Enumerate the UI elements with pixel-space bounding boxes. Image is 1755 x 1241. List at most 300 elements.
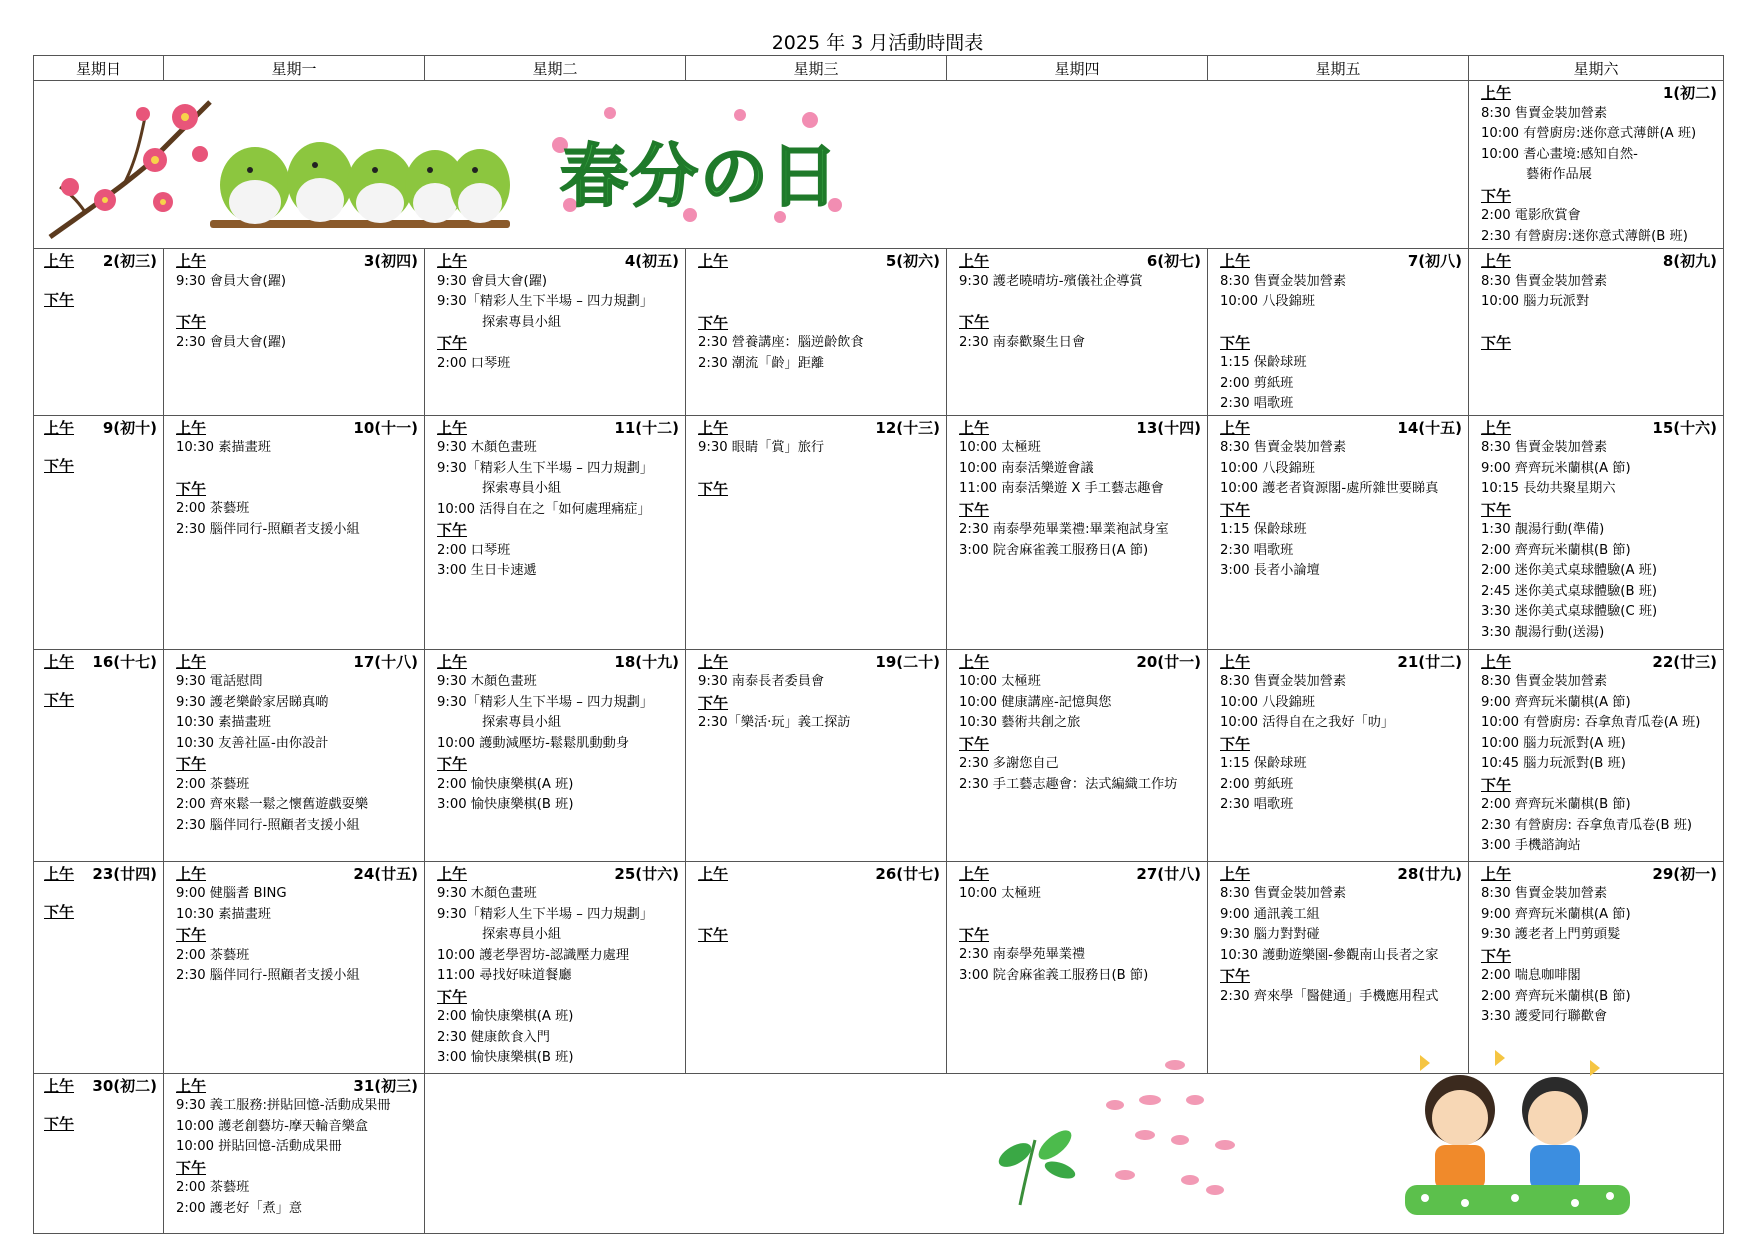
am-label: 上午	[44, 652, 75, 671]
event-item: 10:00 八段錦班	[1220, 294, 1315, 309]
event-item: 3:00 愉快康樂棋(B 班)	[437, 1050, 574, 1065]
event-item: 10:45 腦力玩派對(B 班)	[1481, 756, 1626, 771]
day-header	[176, 251, 418, 272]
event-item: 2:30 營養講座：腦逆齡飲食	[698, 335, 864, 350]
event-item: 10:00 健康講座-記憶與您	[959, 694, 1112, 710]
pm-label: 下午	[437, 334, 468, 352]
pm-label: 下午	[1220, 967, 1251, 985]
event-item: 10:30 藝術共創之旅	[959, 715, 1081, 730]
event-item: 2:00 茶藝班	[176, 947, 250, 963]
event-item: 2:30 齊來學「醫健通」手機應用程式	[1220, 988, 1439, 1004]
am-label: 上午	[698, 252, 729, 270]
day-content	[164, 862, 424, 987]
pm-label: 下午	[1481, 333, 1512, 352]
day-cell-wed	[686, 249, 947, 416]
event-item: 10:00 南泰活樂遊會議	[959, 460, 1094, 476]
pm-label: 下午	[1220, 333, 1251, 352]
pm-label: 下午	[698, 693, 729, 712]
day-header	[44, 251, 157, 272]
day-header	[437, 418, 679, 439]
event-item: 2:00 喘息咖啡閣	[1481, 968, 1581, 983]
event-item: 9:30「精彩人生下半場 – 四力規劃」	[437, 294, 654, 309]
weekday-header-row	[34, 56, 1724, 81]
event-item: 1:15 保齡球班	[1220, 355, 1307, 370]
pm-label: 下午	[176, 926, 207, 944]
date-label: 5(初六)	[885, 252, 940, 270]
am-label: 上午	[437, 864, 468, 883]
event-item: 2:30 唱歌班	[1220, 396, 1294, 411]
event-item: 9:30 腦力對對碰	[1220, 927, 1320, 942]
day-content	[34, 862, 163, 923]
event-item: 10:00 腦力玩派對(A 班)	[1481, 735, 1626, 751]
event-item: 10:30 護動遊樂園-參觀南山長者之家	[1220, 947, 1439, 963]
am-label: 上午	[1481, 652, 1512, 671]
day-content	[686, 862, 946, 946]
event-item: 10:30 友善社區-由你設計	[176, 735, 329, 751]
day-cell-fri	[1208, 249, 1469, 416]
date-label: 19(二十)	[875, 652, 940, 671]
day-cell-sun	[34, 249, 164, 416]
day-cell-thu	[947, 649, 1208, 861]
date-label: 30(初二)	[92, 1076, 157, 1095]
event-item: 9:30 護老者上門剪頭髮	[1481, 927, 1621, 942]
day-cell-sat	[1469, 649, 1724, 861]
day-content	[1469, 862, 1723, 1028]
day-cell-mon	[164, 649, 425, 861]
pm-label: 下午	[1481, 775, 1512, 794]
event-item: 2:30 手工藝志趣會：法式編織工作坊	[959, 776, 1178, 792]
event-item: 3:00 院舍麻雀義工服務日(A 節)	[959, 542, 1149, 558]
event-item: 9:30 木顏色畫班	[437, 886, 537, 901]
date-label: 25(廿六)	[614, 864, 679, 883]
am-label: 上午	[1481, 418, 1512, 437]
day-cell-fri	[1208, 649, 1469, 861]
event-item: 2:30 腦伴同行-照顧者支援小組	[176, 968, 360, 983]
pm-label: 下午	[698, 313, 729, 332]
day-content	[947, 862, 1207, 987]
day-cell-wed	[686, 415, 947, 649]
event-item: 9:00 通訊義工組	[1220, 906, 1320, 922]
birds-illustration	[210, 130, 515, 240]
day-header	[1220, 418, 1462, 439]
pm-label: 下午	[44, 903, 75, 921]
weekday-header-wed: 星期三	[686, 56, 947, 81]
week-row	[34, 415, 1724, 649]
day-cell-tue	[425, 415, 686, 649]
weekday-header-tue: 星期二	[425, 56, 686, 81]
event-item: 9:30 會員大會(躍)	[437, 273, 548, 289]
event-item: 9:30 護老曉晴坊-殯儀社企導賞	[959, 273, 1143, 289]
date-label: 14(十五)	[1397, 418, 1462, 437]
am-label: 上午	[1220, 652, 1251, 671]
day-content	[1469, 650, 1723, 857]
date-label: 27(廿八)	[1136, 864, 1201, 883]
day-cell-sun	[34, 649, 164, 861]
day-content	[425, 862, 685, 1069]
date-label: 23(廿四)	[92, 864, 157, 883]
am-label: 上午	[437, 252, 468, 270]
event-item: 8:30 售賣金裝加營素	[1481, 273, 1608, 289]
day-content	[425, 416, 685, 582]
day-cell-sun	[34, 861, 164, 1073]
event-item: 1:30 靚湯行動(準備)	[1481, 522, 1605, 537]
event-item: 10:00 活得自在之「如何處理痛症」	[437, 501, 651, 517]
event-item: 2:00 愉快康樂棋(A 班)	[437, 1009, 574, 1024]
am-label: 上午	[437, 418, 468, 437]
event-item: 3:30 迷你美式桌球體驗(C 班)	[1481, 604, 1658, 619]
am-label: 上午	[176, 418, 207, 437]
event-item: 8:30 售賣金裝加營素	[1481, 440, 1608, 455]
event-item: 9:30「精彩人生下半場 – 四力規劃」	[437, 694, 654, 710]
day-content	[1208, 416, 1468, 582]
date-label: 21(廿二)	[1397, 652, 1462, 671]
date-label: 24(廿五)	[353, 864, 418, 883]
am-label: 上午	[959, 864, 990, 883]
pm-label: 下午	[959, 500, 990, 519]
day-content	[1469, 416, 1723, 644]
day-header	[1220, 864, 1462, 885]
day-header	[1481, 864, 1717, 885]
day-header	[1220, 251, 1462, 272]
day-header	[959, 418, 1201, 439]
pm-label: 下午	[437, 755, 468, 773]
banner-text: 春分の日	[560, 138, 841, 217]
pm-label: 下午	[176, 313, 207, 331]
event-item: 9:30「精彩人生下半場 – 四力規劃」	[437, 460, 654, 476]
event-item: 9:30 木顏色畫班	[437, 674, 537, 689]
pm-label: 下午	[1220, 500, 1251, 519]
event-item: 3:00 手機諮詢站	[1481, 838, 1581, 853]
event-item: 2:30 有營廚房: 吞拿魚青瓜卷(B 班)	[1481, 817, 1693, 833]
date-label: 13(十四)	[1136, 418, 1201, 437]
day-cell-tue	[425, 861, 686, 1073]
page-title: 2025 年 3 月活動時間表	[771, 32, 984, 54]
event-item: 9:30 義工服務:拼貼回憶-活動成果冊	[176, 1098, 391, 1113]
event-item: 2:30 會員大會(躍)	[176, 334, 287, 350]
day-cell-wed	[686, 649, 947, 861]
event-item: 2:30 腦伴同行-照顧者支援小組	[176, 817, 360, 833]
am-label: 上午	[1220, 252, 1251, 270]
leaves-and-petals-illustration	[985, 1060, 1275, 1210]
am-label: 上午	[698, 864, 729, 883]
date-label: 28(廿九)	[1397, 864, 1462, 883]
day-content	[686, 249, 946, 374]
pm-label: 下午	[176, 755, 207, 773]
event-item: 9:00 齊齊玩米蘭棋(A 節)	[1481, 694, 1631, 710]
date-label: 7(初八)	[1407, 252, 1462, 270]
day-header	[959, 652, 1201, 673]
am-label: 上午	[1481, 84, 1512, 102]
am-label: 上午	[44, 1076, 75, 1095]
pm-label: 下午	[44, 457, 75, 475]
day-cell-thu	[947, 249, 1208, 416]
plum-blossom-illustration	[45, 82, 220, 242]
event-item: 10:00 八段錦班	[1220, 460, 1315, 476]
pm-label: 下午	[44, 290, 75, 309]
event-item: 1:15 保齡球班	[1220, 522, 1307, 537]
day-content	[1208, 249, 1468, 415]
event-item: 10:15 長幼共聚星期六	[1481, 481, 1616, 496]
event-item: 9:30 護老樂齡家居睇真啲	[176, 694, 329, 710]
day-header	[176, 1076, 418, 1097]
day-cell-sun	[34, 1073, 164, 1233]
event-item: 3:30 護愛同行聯歡會	[1481, 1009, 1608, 1024]
day-header	[437, 652, 679, 673]
day-header	[1481, 83, 1717, 104]
date-label: 11(十二)	[614, 418, 679, 437]
day-header	[698, 418, 940, 439]
date-label: 1(初二)	[1662, 84, 1717, 102]
am-label: 上午	[176, 652, 207, 671]
pm-label: 下午	[1481, 500, 1512, 519]
date-label: 20(廿一)	[1136, 652, 1201, 671]
children-butterflies-illustration	[1405, 1040, 1630, 1215]
day-header	[44, 418, 157, 439]
event-item: 2:00 齊齊玩米蘭棋(B 節)	[1481, 988, 1631, 1004]
pm-label: 下午	[1220, 734, 1251, 753]
am-label: 上午	[959, 652, 990, 671]
day-header	[1481, 418, 1717, 439]
event-item: 9:00 齊齊玩米蘭棋(A 節)	[1481, 906, 1631, 922]
event-item: 2:00 茶藝班	[176, 776, 250, 792]
pm-label: 下午	[959, 734, 990, 753]
event-item: 10:00 護動減壓坊-鬆鬆肌動動身	[437, 735, 630, 751]
event-item: 3:00 生日卡速遞	[437, 563, 537, 578]
day-content	[1208, 862, 1468, 1008]
date-label: 29(初一)	[1652, 864, 1717, 883]
day-header	[44, 864, 157, 885]
date-label: 6(初七)	[1146, 252, 1201, 270]
day-cell-sat	[1469, 249, 1724, 416]
event-item: 2:30「樂活‧玩」義工探訪	[698, 715, 851, 730]
event-item: 11:00 南泰活樂遊 X 手工藝志趣會	[959, 481, 1164, 496]
event-item: 3:00 愉快康樂棋(B 班)	[437, 797, 574, 812]
am-label: 上午	[1220, 864, 1251, 883]
pm-label: 下午	[437, 521, 468, 539]
day-cell-sun	[34, 415, 164, 649]
date-label: 22(廿三)	[1652, 652, 1717, 671]
event-item: 9:30 眼睛「賞」旅行	[698, 440, 825, 455]
day-content	[425, 650, 685, 816]
event-item: 2:30 唱歌班	[1220, 542, 1294, 558]
event-item: 2:30 潮流「齡」距離	[698, 355, 825, 371]
am-label: 上午	[176, 864, 207, 883]
day-header	[698, 864, 940, 885]
event-item: 9:30「精彩人生下半場 – 四力規劃」	[437, 906, 654, 922]
day-header	[698, 251, 940, 272]
event-item: 10:00 護老學習坊-認識壓力處理	[437, 947, 630, 963]
pm-label: 下午	[176, 479, 207, 498]
event-item: 10:00 護老者資源閣-處所雜世要睇真	[1220, 481, 1439, 496]
day-header	[176, 418, 418, 439]
event-item: 2:00 茶藝班	[176, 1180, 250, 1195]
am-label: 上午	[44, 252, 75, 270]
event-item: 8:30 售賣金裝加營素	[1220, 674, 1347, 689]
am-label: 上午	[44, 418, 75, 437]
pm-label: 下午	[1481, 946, 1512, 965]
event-item: 2:45 迷你美式桌球體驗(B 班)	[1481, 583, 1658, 599]
weekday-header-mon: 星期一	[164, 56, 425, 81]
day-cell-thu	[947, 861, 1208, 1073]
pm-label: 下午	[1481, 186, 1512, 205]
date-label: 16(十七)	[92, 652, 157, 671]
pm-label: 下午	[959, 925, 990, 944]
event-item: 探索專員小組	[482, 481, 562, 496]
event-item: 2:00 口琴班	[437, 355, 511, 371]
day-content	[34, 650, 163, 711]
event-item: 8:30 售賣金裝加營素	[1220, 440, 1347, 455]
am-label: 上午	[698, 418, 729, 437]
event-item: 3:30 靚湯行動(送湯)	[1481, 624, 1605, 640]
event-item: 10:30 素描畫班	[176, 906, 271, 922]
spring-equinox-banner	[540, 105, 860, 225]
day-cell-mon	[164, 415, 425, 649]
event-item: 藝術作品展	[1526, 167, 1592, 182]
event-item: 2:30 腦伴同行-照顧者支援小組	[176, 521, 360, 537]
date-label: 12(十三)	[875, 418, 940, 437]
am-label: 上午	[1481, 252, 1512, 270]
event-item: 2:00 剪紙班	[1220, 375, 1294, 391]
day-cell-sat	[1469, 81, 1724, 249]
day-content	[1469, 249, 1723, 353]
am-label: 上午	[959, 252, 990, 270]
event-item: 10:00 太極班	[959, 440, 1041, 455]
pm-label: 下午	[698, 926, 729, 944]
week-row	[34, 649, 1724, 861]
event-item: 8:30 售賣金裝加營素	[1481, 674, 1608, 689]
date-label: 10(十一)	[353, 418, 418, 437]
event-item: 9:30 會員大會(躍)	[176, 273, 287, 289]
event-item: 10:00 太極班	[959, 674, 1041, 689]
am-label: 上午	[698, 652, 729, 671]
event-item: 2:00 剪紙班	[1220, 776, 1294, 792]
day-cell-tue	[425, 249, 686, 416]
event-item: 10:00 有營廚房: 吞拿魚青瓜卷(A 班)	[1481, 715, 1701, 730]
event-item: 2:00 電影欣賞會	[1481, 208, 1581, 223]
day-cell-mon	[164, 249, 425, 416]
date-label: 15(十六)	[1652, 418, 1717, 437]
weekday-header-sun: 星期日	[34, 56, 164, 81]
am-label: 上午	[44, 864, 75, 883]
event-item: 8:30 售賣金裝加營素	[1220, 273, 1347, 289]
event-item: 2:30 唱歌班	[1220, 797, 1294, 812]
day-header	[959, 251, 1201, 272]
event-item: 10:00 八段錦班	[1220, 694, 1315, 710]
day-cell-tue	[425, 649, 686, 861]
day-header	[1481, 652, 1717, 673]
pm-label: 下午	[44, 1115, 75, 1133]
event-item: 10:00 太極班	[959, 886, 1041, 901]
day-content	[164, 650, 424, 837]
event-item: 探索專員小組	[482, 314, 562, 330]
event-item: 2:30 多謝您自己	[959, 756, 1059, 771]
event-item: 8:30 售賣金裝加營素	[1481, 886, 1608, 901]
event-item: 2:00 齊來鬆一鬆之懷舊遊戲耍樂	[176, 797, 369, 812]
event-item: 9:00 健腦耆 BING	[176, 886, 287, 901]
event-item: 9:00 齊齊玩米蘭棋(A 節)	[1481, 460, 1631, 476]
event-item: 10:30 素描畫班	[176, 715, 271, 730]
weekday-header-fri: 星期五	[1208, 56, 1469, 81]
event-item: 2:30 有營廚房:迷你意式薄餅(B 班)	[1481, 228, 1688, 244]
day-cell-fri	[1208, 415, 1469, 649]
day-content	[686, 416, 946, 500]
day-cell-mon	[164, 1073, 425, 1233]
event-item: 2:00 迷你美式桌球體驗(A 班)	[1481, 563, 1657, 578]
event-item: 2:30 健康飲食入門	[437, 1029, 550, 1045]
day-content	[947, 650, 1207, 796]
week-row	[34, 249, 1724, 416]
event-item: 2:00 齊齊玩米蘭棋(B 節)	[1481, 542, 1631, 558]
date-label: 17(十八)	[353, 652, 418, 671]
day-header	[44, 1076, 157, 1097]
day-content	[34, 1074, 163, 1135]
pm-label: 下午	[959, 313, 990, 331]
day-content	[1208, 650, 1468, 816]
event-item: 9:30 木顏色畫班	[437, 440, 537, 455]
event-item: 11:00 尋找好味道餐廳	[437, 968, 572, 983]
day-content	[947, 249, 1207, 353]
day-header	[698, 652, 940, 673]
am-label: 上午	[1220, 418, 1251, 437]
event-item: 2:00 護老好「煮」意	[176, 1200, 303, 1216]
am-label: 上午	[176, 1076, 207, 1095]
day-content	[164, 1074, 424, 1220]
day-content	[425, 249, 685, 374]
event-item: 2:00 齊齊玩米蘭棋(B 節)	[1481, 797, 1631, 812]
event-item: 10:00 腦力玩派對	[1481, 294, 1590, 309]
pm-label: 下午	[44, 691, 75, 709]
am-label: 上午	[959, 418, 990, 437]
event-item: 3:00 長者小論壇	[1220, 563, 1320, 578]
event-item: 10:00 拼貼回憶-活動成果冊	[176, 1139, 342, 1154]
event-item: 10:00 護老創藝坊-摩天輪音樂盒	[176, 1118, 369, 1134]
day-content	[164, 249, 424, 353]
pm-label: 下午	[176, 1158, 207, 1177]
event-item: 2:30 南泰學苑畢業禮:畢業袍試身室	[959, 522, 1169, 537]
pm-label: 下午	[698, 479, 729, 498]
pm-label: 下午	[437, 987, 468, 1006]
day-header	[44, 652, 157, 673]
event-item: 8:30 售賣金裝加營素	[1481, 105, 1608, 121]
day-content	[686, 650, 946, 734]
day-header	[1481, 251, 1717, 272]
day-content	[947, 416, 1207, 562]
weekday-header-sat: 星期六	[1469, 56, 1724, 81]
day-content	[34, 249, 163, 310]
event-item: 1:15 保齡球班	[1220, 756, 1307, 771]
event-item: 2:30 南泰歡聚生日會	[959, 334, 1086, 350]
event-item: 3:00 院舍麻雀義工服務日(B 節)	[959, 967, 1149, 983]
event-item: 9:30 南泰長者委員會	[698, 674, 825, 689]
date-label: 31(初三)	[353, 1076, 418, 1095]
am-label: 上午	[437, 652, 468, 671]
day-cell-mon	[164, 861, 425, 1073]
weekday-header-thu: 星期四	[947, 56, 1208, 81]
date-label: 2(初三)	[102, 252, 157, 270]
day-header	[1220, 652, 1462, 673]
date-label: 3(初四)	[363, 252, 418, 270]
event-item: 2:00 愉快康樂棋(A 班)	[437, 776, 574, 792]
event-item: 探索專員小組	[482, 715, 562, 730]
event-item: 10:00 活得自在之我好「叻」	[1220, 715, 1395, 730]
date-label: 4(初五)	[624, 252, 679, 270]
day-cell-thu	[947, 415, 1208, 649]
day-header	[176, 864, 418, 885]
day-header	[176, 652, 418, 673]
event-item: 9:30 電話慰問	[176, 674, 263, 689]
day-content	[1469, 81, 1723, 247]
date-label: 18(十九)	[614, 652, 679, 671]
